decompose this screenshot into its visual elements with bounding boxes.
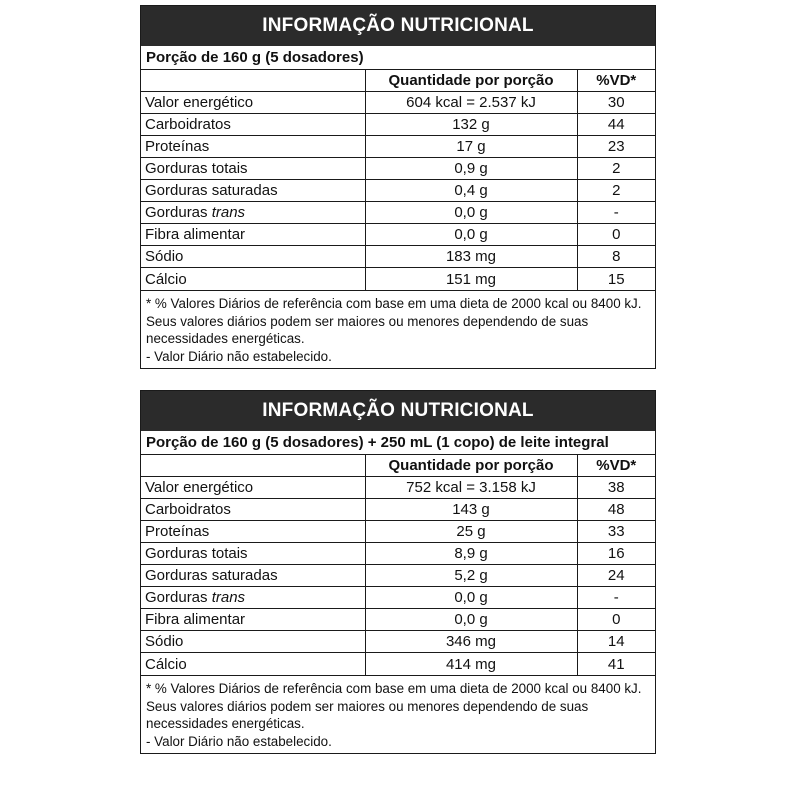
nutrition-facts-panel-2 xyxy=(140,390,656,754)
nutrient-label: Sódio xyxy=(141,246,365,268)
nutrient-vd: 0 xyxy=(577,609,655,631)
nutrient-quantity: 0,0 g xyxy=(365,587,577,609)
table-row xyxy=(141,246,655,268)
table-row xyxy=(141,202,655,224)
table-row xyxy=(141,477,655,499)
nutrient-vd: 33 xyxy=(577,521,655,543)
table-row xyxy=(141,268,655,291)
nutrient-quantity: 143 g xyxy=(365,499,577,521)
nutrient-vd: 48 xyxy=(577,499,655,521)
footnote xyxy=(141,290,655,368)
column-header-quantity: Quantidade por porção xyxy=(365,455,577,477)
footnote-text: * % Valores Diários de referência com base em uma dieta de 2000 kcal ou 8400 kJ. Seus valores diários podem ser maiores ou menores dependendo de suas necessidades energéticas. xyxy=(146,296,642,346)
nutrient-vd: - xyxy=(577,587,655,609)
nutrient-label: Gorduras saturadas xyxy=(141,180,365,202)
panel-title: INFORMAÇÃO NUTRICIONAL xyxy=(141,391,655,431)
nutrient-label: Gorduras saturadas xyxy=(141,565,365,587)
nutrient-quantity: 151 mg xyxy=(365,268,577,291)
nutrient-vd: 2 xyxy=(577,180,655,202)
nutrient-label: Proteínas xyxy=(141,136,365,158)
table-row xyxy=(141,158,655,180)
nutrient-quantity: 0,4 g xyxy=(365,180,577,202)
serving-size: Porção de 160 g (5 dosadores) + 250 mL (1 copo) de leite integral xyxy=(141,431,655,455)
nutrient-quantity: 183 mg xyxy=(365,246,577,268)
nutrient-label: Valor energético xyxy=(141,477,365,499)
nutrient-quantity: 604 kcal = 2.537 kJ xyxy=(365,92,577,114)
table-row xyxy=(141,565,655,587)
table-row xyxy=(141,136,655,158)
nutrient-quantity: 0,0 g xyxy=(365,224,577,246)
nutrient-quantity: 132 g xyxy=(365,114,577,136)
header-blank-cell xyxy=(141,455,365,477)
nutrient-vd: 8 xyxy=(577,246,655,268)
header-blank-cell xyxy=(141,70,365,92)
table-row xyxy=(141,499,655,521)
nutrient-vd: 30 xyxy=(577,92,655,114)
nutrient-label xyxy=(141,202,365,224)
panel-title: INFORMAÇÃO NUTRICIONAL xyxy=(141,6,655,46)
table-row xyxy=(141,224,655,246)
nutrient-quantity: 8,9 g xyxy=(365,543,577,565)
nutrient-quantity: 414 mg xyxy=(365,653,577,676)
nutrient-vd: 14 xyxy=(577,631,655,653)
nutrient-label-italic: trans xyxy=(211,204,246,221)
nutrient-label: Gorduras totais xyxy=(141,543,365,565)
nutrient-label-italic: trans xyxy=(211,589,246,606)
table-row xyxy=(141,609,655,631)
nutrient-label: Gorduras totais xyxy=(141,158,365,180)
table-row xyxy=(141,180,655,202)
nutrition-table xyxy=(141,70,655,290)
table-row xyxy=(141,653,655,676)
nutrient-quantity: 25 g xyxy=(365,521,577,543)
nutrient-label-prefix: Gorduras xyxy=(145,204,212,221)
column-header-row xyxy=(141,70,655,92)
column-header-vd: %VD* xyxy=(577,455,655,477)
nutrient-label: Fibra alimentar xyxy=(141,224,365,246)
footnote-text: * % Valores Diários de referência com base em uma dieta de 2000 kcal ou 8400 kJ. Seus valores diários podem ser maiores ou menores dependendo de suas necessidades energéticas. xyxy=(146,681,642,731)
nutrient-label: Carboidratos xyxy=(141,114,365,136)
nutrient-vd: 44 xyxy=(577,114,655,136)
table-row xyxy=(141,521,655,543)
table-row xyxy=(141,92,655,114)
column-header-vd: %VD* xyxy=(577,70,655,92)
nutrition-table xyxy=(141,455,655,675)
nutrient-vd: - xyxy=(577,202,655,224)
nutrient-quantity: 0,9 g xyxy=(365,158,577,180)
footnote-dash: - Valor Diário não estabelecido. xyxy=(146,733,332,749)
nutrient-label: Sódio xyxy=(141,631,365,653)
nutrient-label: Cálcio xyxy=(141,268,365,291)
nutrient-vd: 24 xyxy=(577,565,655,587)
nutrient-quantity: 752 kcal = 3.158 kJ xyxy=(365,477,577,499)
column-header-row xyxy=(141,455,655,477)
nutrient-vd: 41 xyxy=(577,653,655,676)
table-row xyxy=(141,587,655,609)
nutrition-facts-panel-1 xyxy=(140,5,656,369)
nutrient-label: Valor energético xyxy=(141,92,365,114)
nutrient-quantity: 5,2 g xyxy=(365,565,577,587)
nutrient-vd: 2 xyxy=(577,158,655,180)
nutrient-quantity: 346 mg xyxy=(365,631,577,653)
nutrient-label: Proteínas xyxy=(141,521,365,543)
nutrient-quantity: 0,0 g xyxy=(365,202,577,224)
nutrient-vd: 38 xyxy=(577,477,655,499)
nutrient-quantity: 17 g xyxy=(365,136,577,158)
column-header-quantity: Quantidade por porção xyxy=(365,70,577,92)
nutrient-label-prefix: Gorduras xyxy=(145,589,212,606)
table-row xyxy=(141,114,655,136)
nutrient-vd: 23 xyxy=(577,136,655,158)
nutrient-label: Cálcio xyxy=(141,653,365,676)
nutrient-label xyxy=(141,587,365,609)
nutrient-vd: 16 xyxy=(577,543,655,565)
nutrient-label: Carboidratos xyxy=(141,499,365,521)
serving-size: Porção de 160 g (5 dosadores) xyxy=(141,46,655,70)
footnote-dash: - Valor Diário não estabelecido. xyxy=(146,348,332,364)
nutrient-label: Fibra alimentar xyxy=(141,609,365,631)
footnote xyxy=(141,675,655,753)
table-row xyxy=(141,543,655,565)
nutrient-vd: 0 xyxy=(577,224,655,246)
nutrient-quantity: 0,0 g xyxy=(365,609,577,631)
table-row xyxy=(141,631,655,653)
nutrient-vd: 15 xyxy=(577,268,655,291)
